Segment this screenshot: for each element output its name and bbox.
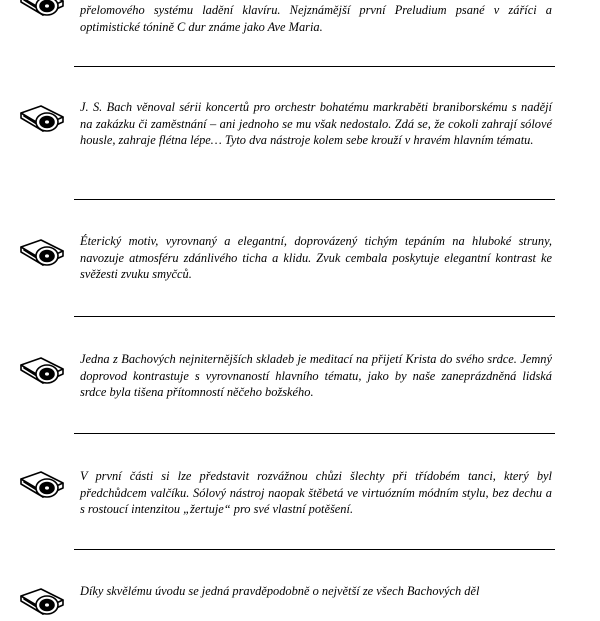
book-disc-icon <box>18 466 66 504</box>
divider-2 <box>74 199 555 200</box>
entry-2-text: J. S. Bach věnoval sérii koncertů pro orchestr bohatému markraběti braniborskému s nadějí na zakázku či zaměstnání – ani jednoho se mu však nedostalo. Zdá se, že cokoli zahrají sólové housle, zahraje flétna lépe… Tyto dva nástroje kolem sebe krouží v hravém hlavním tématu. <box>80 100 552 147</box>
entry-5-text: V první části si lze představit rozvážnou chůzi šlechty při třídobém tanci, který byl předchůdcem valčíku. Sólový nástroj naopak štěbetá ve virtuózním módním stylu, bez dechu a s rostoucí intenzitou „žertuje“ pro své vlastní potěšení. <box>80 469 552 516</box>
entry-6-text: Díky skvělému úvodu se jedná pravděpodobně o největší ze všech Bachových děl <box>80 584 480 598</box>
book-disc-icon <box>18 0 66 22</box>
entry-1-text: přelomového systému ladění klavíru. Nejznámější první Preludium psané v záříci a optimistické tónině C dur známe jako Ave Maria. <box>80 3 552 34</box>
book-disc-icon <box>18 583 66 621</box>
divider-1 <box>74 66 555 67</box>
divider-5 <box>74 549 555 550</box>
divider-4 <box>74 433 555 434</box>
book-disc-icon <box>18 234 66 272</box>
book-disc-icon <box>18 352 66 390</box>
book-disc-icon <box>18 100 66 138</box>
divider-3 <box>74 316 555 317</box>
entry-3-text: Éterický motiv, vyrovnaný a elegantní, doprovázený tichým tepáním na hluboké struny, navozuje atmosféru zdánlivého ticha a klidu. Zvuk cembala poskytuje elegantní kontrast ke svěžesti zvuku smyčců. <box>80 234 552 281</box>
entry-4-text: Jedna z Bachových nejniternějších skladeb je meditací na přijetí Krista do svého srdce. Jemný doprovod kontrastuje s vyrovnaností hlavního tématu, jako by naše zaneprázdněná lidská srdce byla tišena přítomností něčeho božského. <box>80 352 552 399</box>
